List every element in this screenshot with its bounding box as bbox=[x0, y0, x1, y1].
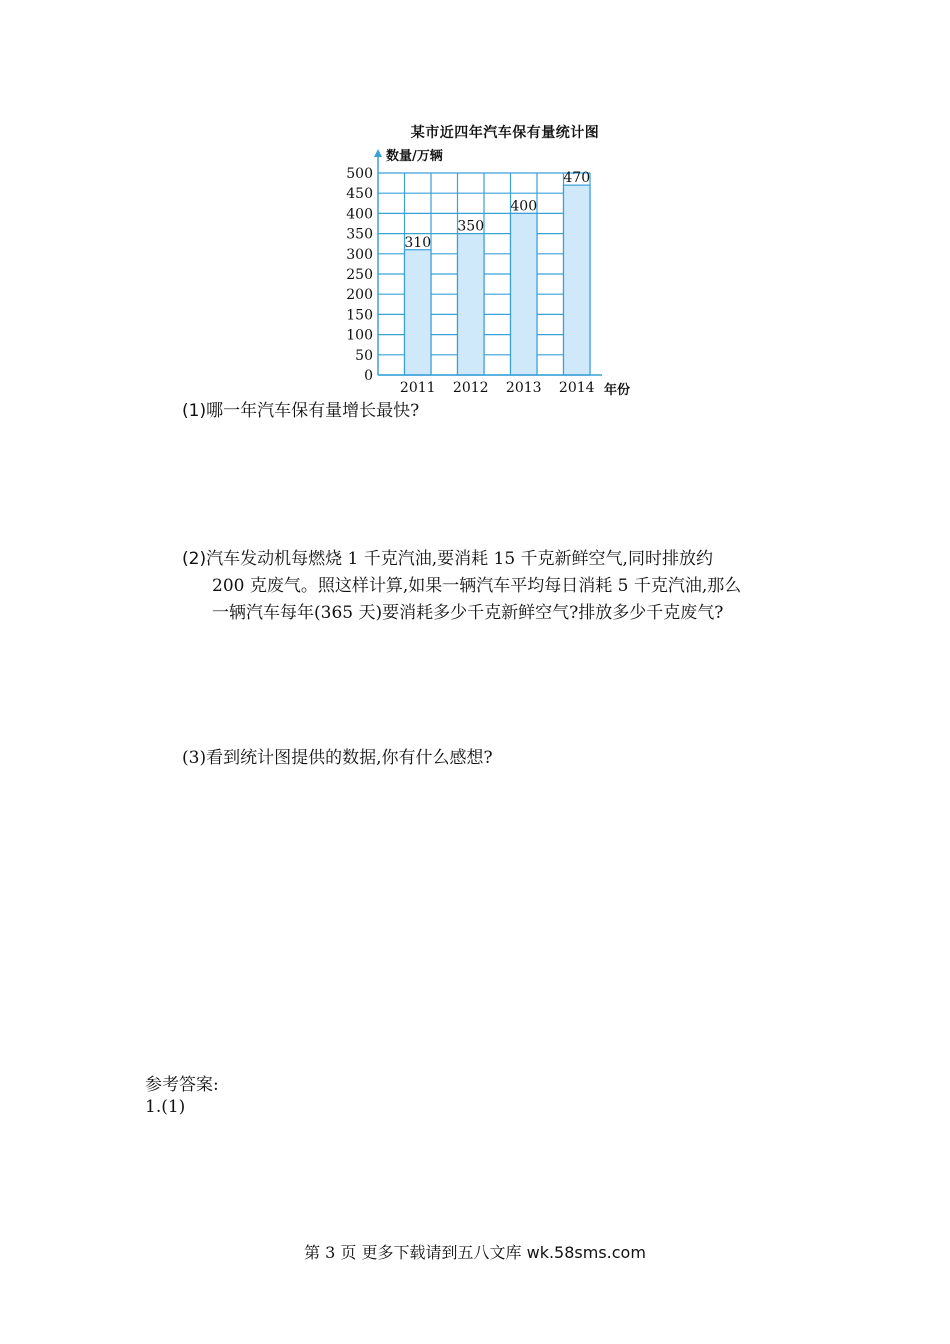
x-tick-label: 2011 bbox=[399, 380, 436, 396]
question-2-line-3: 一辆汽车每年(365 天)要消耗多少千克新鲜空气?排放多少千克废气? bbox=[212, 603, 724, 623]
bar bbox=[511, 213, 538, 375]
y-tick-label: 0 bbox=[364, 368, 373, 384]
y-tick-label: 300 bbox=[346, 246, 373, 263]
x-tick-label: 2014 bbox=[558, 380, 595, 396]
bar-chart bbox=[330, 140, 650, 400]
y-tick-label: 450 bbox=[346, 186, 373, 203]
bar bbox=[458, 234, 485, 375]
x-tick-label: 2012 bbox=[452, 380, 489, 396]
y-tick-label: 350 bbox=[346, 226, 373, 243]
bar bbox=[564, 185, 591, 375]
y-tick-label: 400 bbox=[346, 206, 373, 223]
chart-title: 某市近四年汽车保有量统计图 bbox=[410, 125, 600, 141]
bar bbox=[405, 250, 432, 375]
bar-value-label: 310 bbox=[404, 234, 432, 251]
y-tick-label: 100 bbox=[346, 327, 373, 344]
bar-value-label: 470 bbox=[563, 170, 591, 187]
page-footer bbox=[0, 1240, 950, 1263]
question-1-number: (1) bbox=[182, 401, 207, 421]
question-3 bbox=[182, 745, 493, 772]
footer-text: 第 3 页 更多下载请到五八文库 bbox=[304, 1243, 527, 1262]
answers-heading: 参考答案: bbox=[145, 1075, 219, 1095]
question-2-line-1: 汽车发动机每燃烧 1 千克汽油,要消耗 15 千克新鲜空气,同时排放约 bbox=[206, 549, 713, 569]
question-1 bbox=[182, 398, 419, 425]
y-tick-label: 50 bbox=[355, 347, 373, 364]
x-axis-label: 年份 bbox=[604, 383, 631, 398]
question-3-number: (3) bbox=[182, 748, 207, 768]
y-tick-label: 250 bbox=[346, 267, 373, 283]
y-axis-arrow bbox=[374, 149, 382, 157]
answer-item: 1.(1) bbox=[145, 1097, 186, 1117]
question-3-text: 看到统计图提供的数据,你有什么感想? bbox=[206, 748, 493, 768]
question-2-line-2: 200 克废气。照这样计算,如果一辆汽车平均每日消耗 5 千克汽油,那么 bbox=[212, 576, 742, 596]
y-tick-label: 150 bbox=[346, 307, 373, 324]
bar-value-label: 400 bbox=[510, 198, 538, 215]
question-2 bbox=[182, 546, 822, 627]
y-axis-label: 数量/万辆 bbox=[386, 149, 443, 164]
question-1-text: 哪一年汽车保有量增长最快? bbox=[206, 401, 420, 421]
question-2-number: (2) bbox=[182, 549, 207, 569]
y-tick-label: 200 bbox=[346, 287, 373, 304]
x-tick-label: 2013 bbox=[505, 380, 542, 396]
bar-value-label: 350 bbox=[457, 218, 485, 235]
y-tick-label: 500 bbox=[346, 166, 373, 182]
footer-link[interactable]: wk.58sms.com bbox=[526, 1243, 646, 1262]
